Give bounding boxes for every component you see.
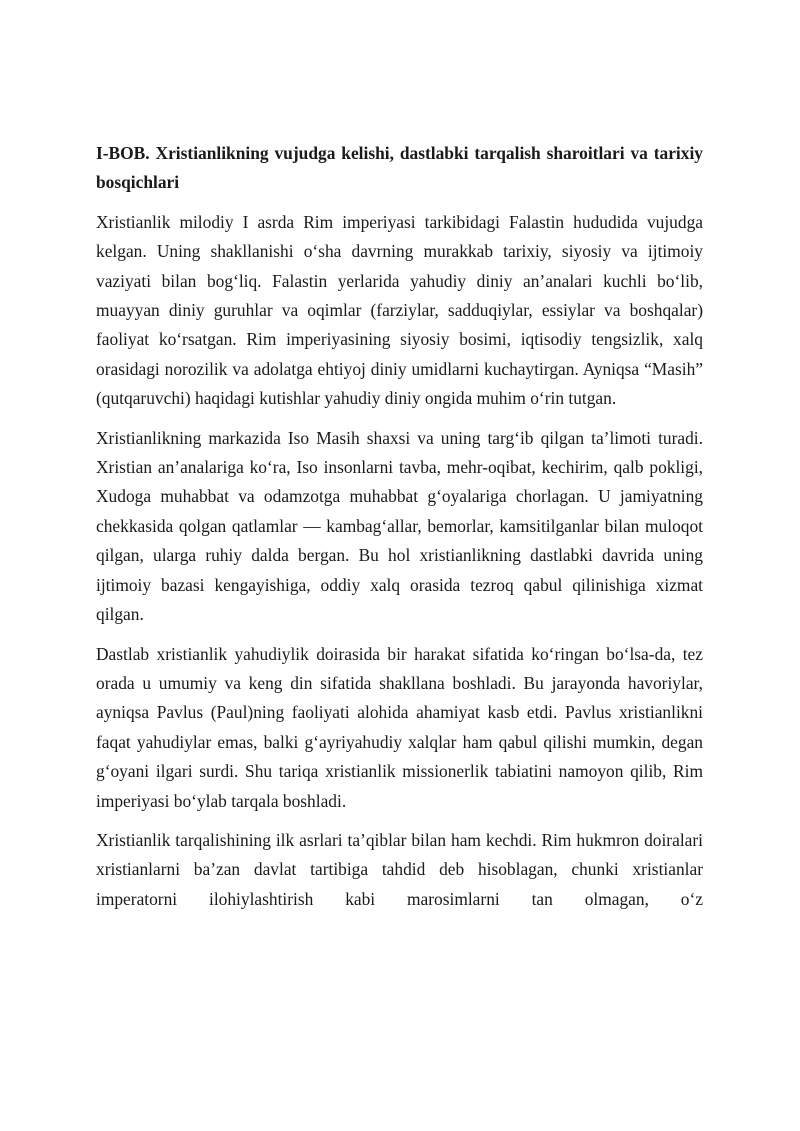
document-body xyxy=(96,139,703,924)
paragraph-2: Xristianlikning markazida Iso Masih shaxsi va uning targ‘ib qilgan ta’limoti turadi. Xristian an’analariga ko‘ra, Iso insonlarni tavba, mehr-oqibat, kechirim, qalb pokligi, Xudoga muhabbat va odamzotga muhabbat g‘oyalariga chorlagan. U jamiyatning chekkasida qolgan qatlamlar — kambag‘allar, bemorlar, kamsitilganlar bilan muloqot qilgan, ularga ruhiy dalda bergan. Bu hol xristianlikning dastlabki davrida uning ijtimoiy bazasi kengayishiga, oddiy xalq orasida tezroq qabul qilinishiga xizmat qilgan. xyxy=(96,427,703,625)
paragraph-3: Dastlab xristianlik yahudiylik doirasida bir harakat sifatida ko‘ringan bo‘lsa-da, tez orada u umumiy va keng din sifatida shakllana boshladi. Bu jarayonda havoriylar, ayniqsa Pavlus (Paul)ning faoliyati alohida ahamiyat kasb etdi. Pavlus xristianlikni faqat yahudiylar emas, balki g‘ayriyahudiy xalqlar ham qabul qilishi mumkin, degan g‘oyani ilgari surdi. Shu tariqa xristianlik missionerlik tabiatini namoyon qilib, Rim imperiyasi bo‘ylab tarqala boshladi. xyxy=(96,643,703,811)
paragraph-4: Xristianlik tarqalishining ilk asrlari ta’qiblar bilan ham kechdi. Rim hukmron doiralari xristianlarni ba’zan davlat tartibiga tahdid deb hisoblagan, chunki xristianlar imperatorni ilohiylashtirish kabi marosimlarni tan olmagan, o‘z xyxy=(96,829,703,909)
paragraph-1: Xristianlik milodiy I asrda Rim imperiyasi tarkibidagi Falastin hududida vujudga kelgan. Uning shakllanishi o‘sha davrning murakkab tarixiy, siyosiy va ijtimoiy vaziyati bilan bog‘liq. Falastin yerlarida yahudiy diniy an’analari kuchli bo‘lib, muayyan diniy guruhlar va oqimlar (farziylar, sadduqiylar, essiylar va boshqalar) faoliyat ko‘rsatgan. Rim imperiyasining siyosiy bosimi, iqtisodiy tengsizlik, xalq orasidagi norozilik va adolatga ehtiyoj diniy umidlarni kuchaytirgan. Ayniqsa “Masih” (qutqaruvchi) haqidagi kutishlar yahudiy diniy ongida muhim o‘rin tutgan. xyxy=(96,211,703,409)
chapter-heading: I-BOB. Xristianlikning vujudga kelishi, dastlabki tarqalish sharoitlari va tarixiy bosqichlari xyxy=(96,143,703,193)
